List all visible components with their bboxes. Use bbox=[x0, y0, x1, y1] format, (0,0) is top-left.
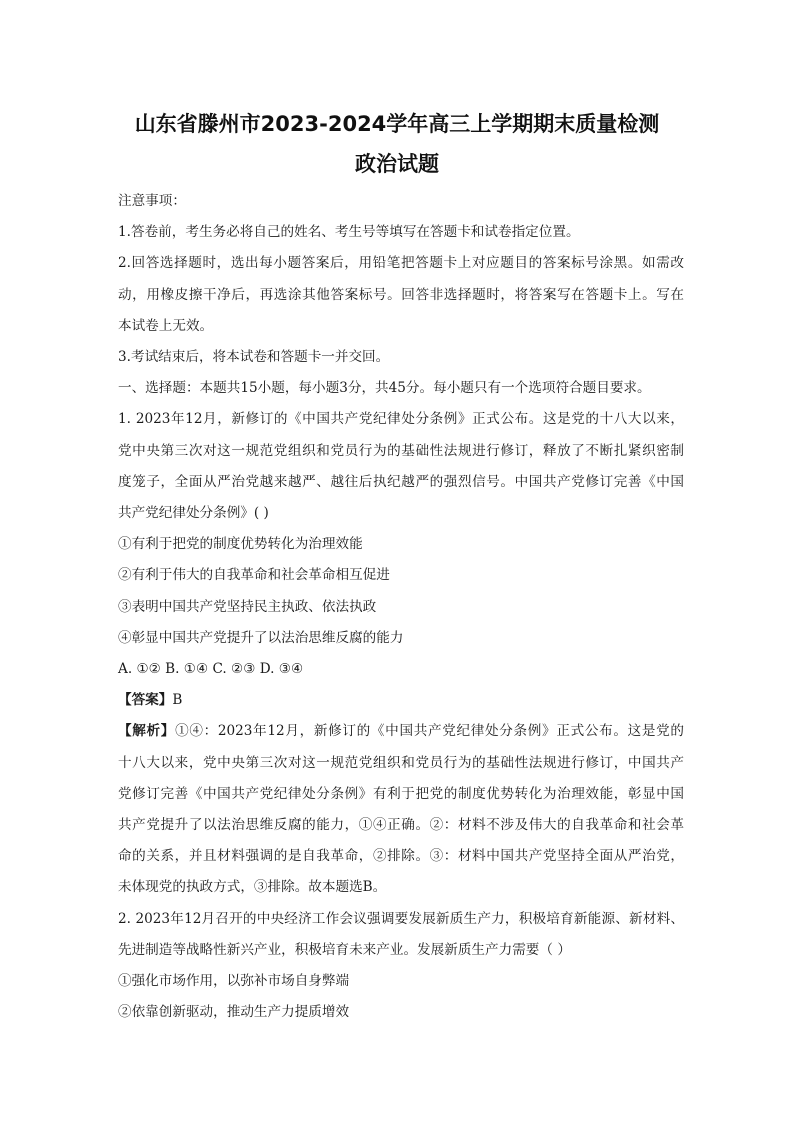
q1-choices: A. ①② B. ①④ C. ②③ D. ③④ bbox=[118, 661, 304, 678]
q1-analysis-label: 【解析】 bbox=[118, 723, 176, 740]
q1-stem-line-1: 1. 2023年12月，新修订的《中国共产党纪律处分条例》正式公布。这是党的十八大以来， bbox=[118, 411, 684, 428]
q1-stem-line-2: 党中央第三次对这一规范党组织和党员行为的基础性法规进行修订，释放了不断扎紧织密制 bbox=[118, 442, 684, 459]
section-heading: 一、选择题：本题共15小题，每小题3分，共45分。每小题只有一个选项符合题目要求。 bbox=[118, 380, 651, 397]
q1-option-4: ④彰显中国共产党提升了以法治思维反腐的能力 bbox=[118, 629, 404, 646]
notice-item-2-line-3: 本试卷上无效。 bbox=[118, 317, 214, 334]
q1-analysis-line-6: 未体现党的执政方式，③排除。故本题选B。 bbox=[118, 879, 387, 896]
q1-option-3: ③表明中国共产党坚持民主执政、依法执政 bbox=[118, 598, 377, 615]
q1-analysis-text-1: ①④：2023年12月，新修订的《中国共产党纪律处分条例》正式公布。这是党的 bbox=[175, 723, 685, 740]
q1-stem-line-3: 度笼子，全面从严治党越来越严、越往后执纪越严的强烈信号。中国共产党修订完善《中国 bbox=[118, 473, 684, 490]
q1-option-2: ②有利于伟大的自我革命和社会革命相互促进 bbox=[118, 567, 390, 584]
notice-item-2-line-2: 动，用橡皮擦干净后，再选涂其他答案标号。回答非选择题时，将答案写在答题卡上。写在 bbox=[118, 286, 684, 303]
q1-answer-value: B bbox=[172, 692, 183, 709]
notice-item-3: 3.考试结束后，将本试卷和答题卡一并交回。 bbox=[118, 349, 390, 366]
q1-stem-line-4: 共产党纪律处分条例》( ) bbox=[118, 505, 269, 522]
exam-title: 山东省滕州市2023-2024学年高三上学期期末质量检测 bbox=[134, 112, 660, 136]
notice-item-1: 1.答卷前，考生务必将自己的姓名、考生号等填写在答题卡和试卷指定位置。 bbox=[118, 224, 580, 241]
q1-answer bbox=[118, 685, 684, 716]
notice-heading: 注意事项： bbox=[118, 193, 186, 209]
q1-analysis-line-2: 十八大以来，党中央第三次对这一规范党组织和党员行为的基础性法规进行修订，中国共产 bbox=[118, 754, 684, 771]
q2-option-1: ①强化市场作用，以弥补市场自身弊端 bbox=[118, 973, 350, 990]
exam-subtitle: 政治试题 bbox=[355, 152, 439, 176]
q1-analysis-line-1 bbox=[118, 716, 684, 747]
exam-content bbox=[118, 186, 684, 1028]
q2-stem-line-1: 2. 2023年12月召开的中央经济工作会议强调要发展新质生产力，积极培育新能源、新材料、 bbox=[118, 910, 684, 927]
q1-answer-label: 【答案】 bbox=[118, 692, 173, 709]
q1-analysis-line-3: 党修订完善《中国共产党纪律处分条例》有利于把党的制度优势转化为治理效能，彰显中国 bbox=[118, 785, 684, 802]
q1-analysis-line-4: 共产党提升了以法治思维反腐的能力，①④正确。②：材料不涉及伟大的自我革命和社会革 bbox=[118, 817, 684, 834]
q2-stem-line-2: 先进制造等战略性新兴产业，积极培育未来产业。发展新质生产力需要（ ） bbox=[118, 941, 571, 958]
q2-option-2: ②依靠创新驱动，推动生产力提质增效 bbox=[118, 1004, 350, 1021]
notice-item-2-line-1: 2.回答选择题时，选出每小题答案后，用铅笔把答题卡上对应题目的答案标号涂黑。如需改 bbox=[118, 255, 684, 272]
q1-analysis-line-5: 命的关系，并且材料强调的是自我革命，②排除。③：材料中国共产党坚持全面从严治党， bbox=[118, 848, 684, 865]
q1-option-1: ①有利于把党的制度优势转化为治理效能 bbox=[118, 536, 363, 553]
